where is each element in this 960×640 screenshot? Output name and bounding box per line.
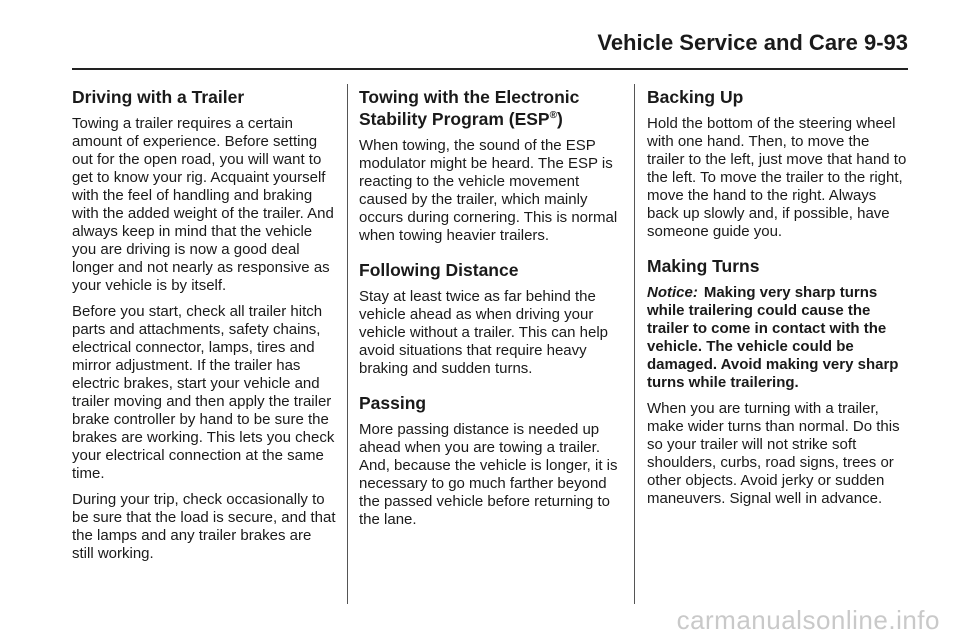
paragraph: When you are turning with a trailer, make wider turns than normal. Do this so your trailer will not strike soft shoulders, curbs, road signs, trees or other objects. Avoid jerky or sudden maneuvers. Signal well in advance. — [647, 400, 900, 507]
heading-close-paren: ) — [556, 109, 563, 129]
paragraph: Hold the bottom of the steering wheel with one hand. Then, to move the trailer to the left, just move that hand to the left. To move the trailer to the right, move the hand to the right. Always back up slowly and, if possible, have someone guide you. — [647, 115, 907, 240]
section-heading-driving-with-trailer: Driving with a Trailer — [72, 87, 245, 107]
section-heading-making-turns: Making Turns — [647, 256, 760, 276]
paragraph: Stay at least twice as far behind the vehicle ahead as when driving your vehicle without a trailer. This can help avoid situations that require heavy braking and sudden turns. — [359, 288, 609, 377]
notice-text: Making very sharp turns while trailering could cause the trailer to come in contact with the vehicle. The vehicle could be damaged. Avoid making very sharp turns while trailering. — [647, 284, 899, 391]
column-2 — [359, 86, 621, 537]
notice-label: Notice: — [647, 284, 698, 301]
heading-text: Towing with the Electronic Stability Program (ESP — [359, 87, 580, 129]
paragraph: More passing distance is needed up ahead when you are towing a trailer. And, because the vehicle is longer, it is necessary to go much farther beyond the passed vehicle before returning to the lane. — [359, 421, 618, 528]
notice — [647, 284, 911, 392]
header-rule — [72, 68, 908, 70]
paragraph: When towing, the sound of the ESP modulator might be heard. The ESP is reacting to the vehicle movement caused by the trailer, which mainly occurs during cornering. This is normal when towing heavier trailers. — [359, 137, 618, 244]
paragraph: Before you start, check all trailer hitch parts and attachments, safety chains, electrical connector, lamps, tires and mirror adjustment. If the trailer has electric brakes, start your vehicle and trailer moving and then apply the trailer brake controller by hand to be sure the brakes are working. This lets you check your electrical connection at the same time. — [72, 303, 335, 482]
section-heading-passing: Passing — [359, 393, 427, 413]
paragraph: During your trip, check occasionally to be sure that the load is secure, and that the lamps and any trailer brakes are still working. — [72, 491, 336, 562]
section-heading-following-distance: Following Distance — [359, 260, 519, 280]
column-1 — [72, 86, 336, 571]
watermark: carmanualsonline.info — [676, 605, 940, 635]
section-heading-towing-esp — [359, 86, 621, 130]
page-header-title: Vehicle Service and Care 9-93 — [597, 30, 908, 55]
column-divider-1 — [347, 84, 348, 604]
column-divider-2 — [634, 84, 635, 604]
column-3 — [647, 86, 911, 516]
registered-mark: ® — [549, 110, 557, 122]
paragraph: Towing a trailer requires a certain amount of experience. Before setting out for the open road, you will want to get to know your rig. Acquaint yourself with the feel of handling and braking with the added weight of the trailer. And always keep in mind that the vehicle you are driving is now a good deal longer and not nearly as responsive as your vehicle is by itself. — [72, 115, 334, 294]
section-heading-backing-up: Backing Up — [647, 87, 744, 107]
